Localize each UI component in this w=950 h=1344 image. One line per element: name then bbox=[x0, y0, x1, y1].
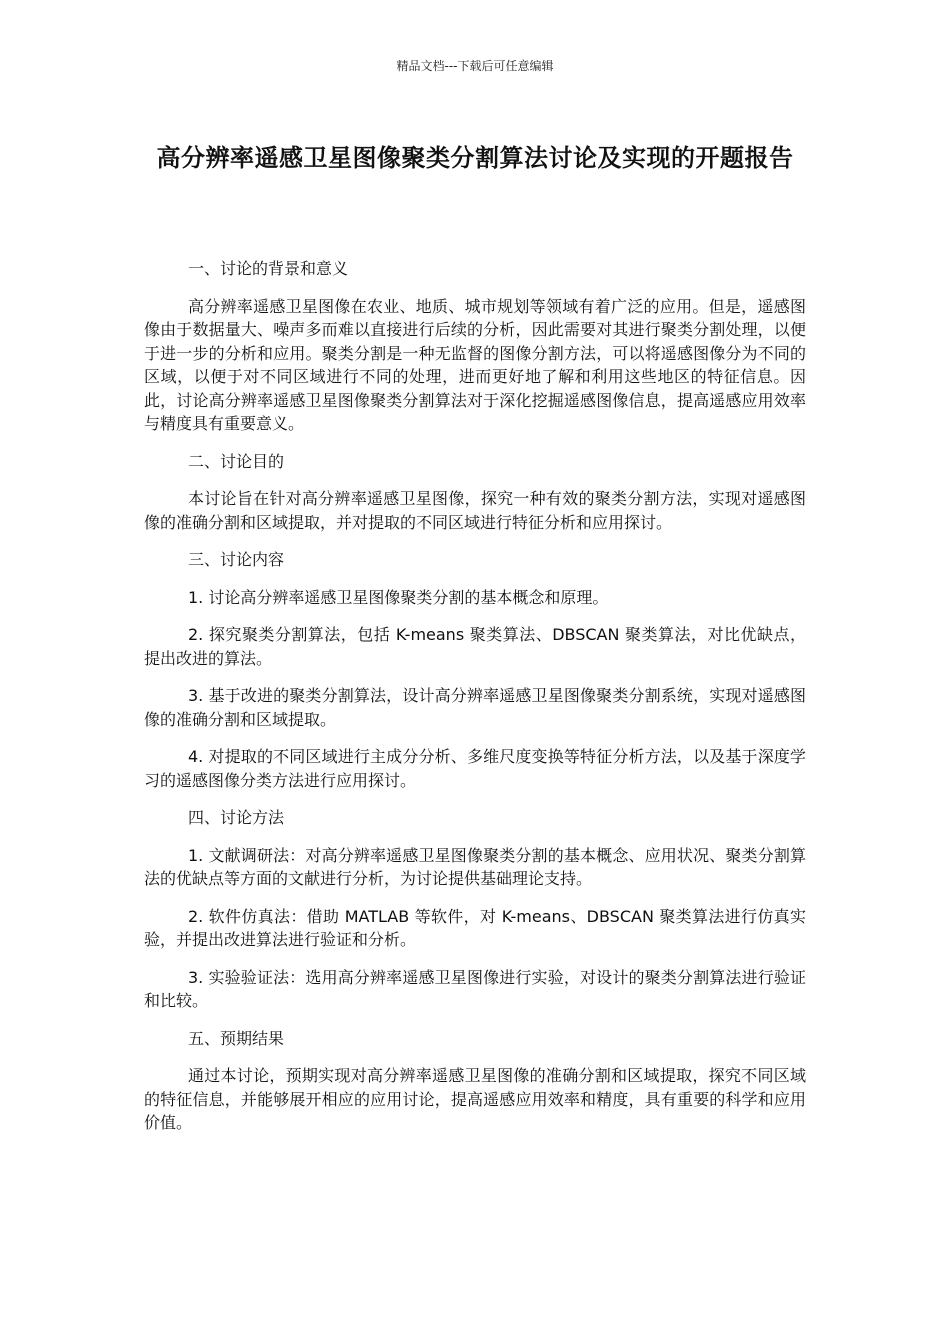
section-heading-methods: 四、讨论方法 bbox=[188, 808, 285, 827]
section-heading-content: 三、讨论内容 bbox=[188, 550, 285, 569]
section-heading-background: 一、讨论的背景和意义 bbox=[188, 259, 349, 278]
header-note: 精品文档---下载后可任意编辑 bbox=[396, 59, 554, 73]
list-item-content-1: 1. 讨论高分辨率遥感卫星图像聚类分割的基本概念和原理。 bbox=[188, 587, 609, 607]
document-body bbox=[144, 257, 806, 1149]
list-item-method-2: 2. 软件仿真法：借助 MATLAB 等软件，对 K-means、DBSCAN 聚类算法进行仿真实验，并提出改进算法进行验证和分析。 bbox=[144, 906, 806, 949]
list-item-content-2: 2. 探究聚类分割算法，包括 K-means 聚类算法、DBSCAN 聚类算法，对比优缺点，提出改进的算法。 bbox=[144, 625, 806, 668]
paragraph-purpose: 本讨论旨在针对高分辨率遥感卫星图像，探究一种有效的聚类分割方法，实现对遥感图像的准确分割和区域提取，并对提取的不同区域进行特征分析和应用探讨。 bbox=[144, 489, 806, 532]
paragraph-results: 通过本讨论，预期实现对高分辨率遥感卫星图像的准确分割和区域提取，探究不同区域的特征信息，并能够展开相应的应用讨论，提高遥感应用效率和精度，具有重要的科学和应用价值。 bbox=[144, 1066, 806, 1132]
document-title: 高分辨率遥感卫星图像聚类分割算法讨论及实现的开题报告 bbox=[156, 144, 794, 172]
list-item-content-3: 3. 基于改进的聚类分割算法，设计高分辨率遥感卫星图像聚类分割系统，实现对遥感图像的准确分割和区域提取。 bbox=[144, 686, 806, 729]
list-item-method-3: 3. 实验验证法：选用高分辨率遥感卫星图像进行实验，对设计的聚类分割算法进行验证和比较。 bbox=[144, 967, 806, 1010]
paragraph-background: 高分辨率遥感卫星图像在农业、地质、城市规划等领域有着广泛的应用。但是，遥感图像由于数据量大、噪声多而难以直接进行后续的分析，因此需要对其进行聚类分割处理，以便于进一步的分析和应用。聚类分割是一种无监督的图像分割方法，可以将遥感图像分为不同的区域，以便于对不同区域进行不同的处理，进而更好地了解和利用这些地区的特征信息。因此，讨论高分辨率遥感卫星图像聚类分割算法对于深化挖掘遥感图像信息，提高遥感应用效率与精度具有重要意义。 bbox=[144, 296, 806, 433]
list-item-method-1: 1. 文献调研法：对高分辨率遥感卫星图像聚类分割的基本概念、应用状况、聚类分割算法的优缺点等方面的文献进行分析，为讨论提供基础理论支持。 bbox=[144, 845, 806, 888]
section-heading-purpose: 二、讨论目的 bbox=[188, 451, 285, 471]
list-item-content-4: 4. 对提取的不同区域进行主成分分析、多维尺度变换等特征分析方法，以及基于深度学习的遥感图像分类方法进行应用探讨。 bbox=[144, 747, 806, 790]
section-heading-results: 五、预期结果 bbox=[188, 1028, 285, 1048]
